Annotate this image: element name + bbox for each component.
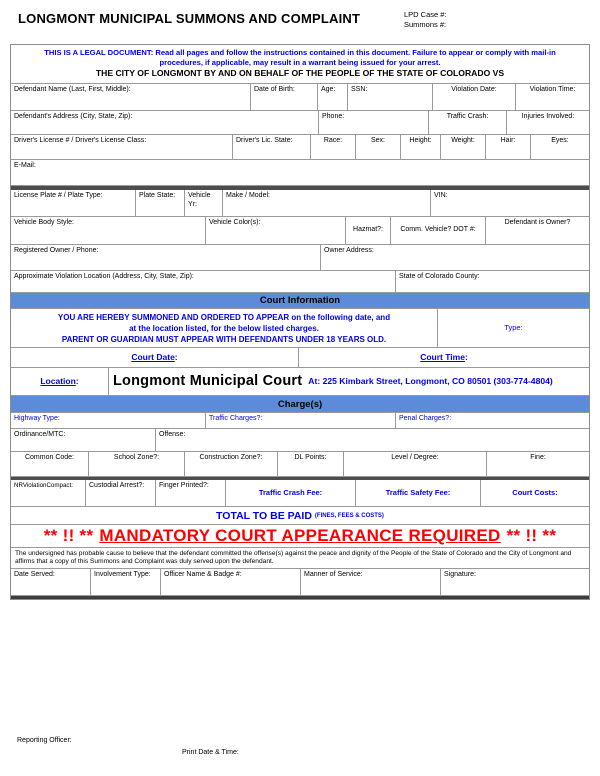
reporting-officer-label: Reporting Officer: bbox=[17, 737, 72, 744]
location-colon: : bbox=[75, 376, 79, 387]
case-number-block bbox=[404, 10, 447, 30]
fees-row bbox=[11, 480, 589, 507]
location-label: Location bbox=[40, 376, 76, 387]
mandatory-appearance-row bbox=[11, 525, 589, 548]
vehicle-row-2 bbox=[11, 217, 589, 245]
field-date-of-birth: Date of Birth: bbox=[251, 84, 318, 110]
court-time-colon: : bbox=[464, 352, 468, 363]
vehicle-row-3 bbox=[11, 245, 589, 271]
field-defendant-address: Defendant's Address (City, State, Zip): bbox=[11, 111, 319, 134]
field-body-style: Vehicle Body Style: bbox=[11, 217, 206, 244]
field-custodial-arrest: Custodial Arrest?: bbox=[86, 480, 156, 506]
field-eyes: Eyes: bbox=[551, 137, 569, 144]
summons-number-label: Summons #: bbox=[404, 20, 447, 29]
mandatory-suffix: ** !! ** bbox=[506, 526, 557, 545]
mandatory-prefix: ** !! ** bbox=[43, 526, 94, 545]
field-sex: Sex: bbox=[356, 135, 401, 159]
code-details-row bbox=[11, 452, 589, 477]
summons-line-1: YOU ARE HEREBY SUMMONED AND ORDERED TO APPEAR on the following date, and bbox=[57, 312, 391, 322]
mandatory-text: MANDATORY COURT APPEARANCE REQUIRED bbox=[99, 526, 501, 545]
field-vehicle-year: Vehicle Yr: bbox=[185, 190, 223, 216]
legal-notice-cell bbox=[11, 45, 589, 83]
field-county: State of Colorado County: bbox=[399, 273, 480, 280]
field-injuries-involved: Injuries Involved: bbox=[521, 113, 575, 120]
field-age: Age: bbox=[318, 84, 348, 110]
location-label-cell bbox=[11, 368, 109, 395]
field-common-code: Common Code: bbox=[11, 452, 89, 476]
field-highway-type: Highway Type: bbox=[11, 413, 206, 428]
field-officer-name-badge: Officer Name & Badge #: bbox=[161, 569, 301, 595]
legal-notice-text: THIS IS A LEGAL DOCUMENT: Read all pages and follow the instructions contained in this document. Failure to appear or comply with mail-in procedures, if applicable, may result in a warrant being issued for your arrest. bbox=[44, 48, 556, 67]
field-traffic-charges: Traffic Charges?: bbox=[206, 413, 396, 428]
field-offense: Offense: bbox=[159, 431, 186, 438]
summons-order-text bbox=[11, 309, 438, 347]
summons-form-table bbox=[10, 44, 590, 600]
field-fine: Fine: bbox=[530, 454, 546, 461]
field-vin: VIN: bbox=[434, 192, 448, 199]
field-license-plate: License Plate # / Plate Type: bbox=[11, 190, 136, 216]
field-hair: Hair: bbox=[486, 135, 531, 159]
city-of-longmont-line: THE CITY OF LONGMONT BY AND ON BEHALF OF THE PEOPLE OF THE STATE OF COLORADO VS bbox=[95, 68, 505, 78]
field-construction-zone: Construction Zone?: bbox=[185, 452, 278, 476]
field-court-date bbox=[11, 348, 299, 367]
charges-header bbox=[11, 396, 589, 413]
field-ordinance: Ordinance/MTC: bbox=[11, 429, 156, 451]
field-traffic-crash: Traffic Crash: bbox=[429, 111, 507, 134]
vehicle-row-1 bbox=[11, 190, 589, 217]
field-signature: Signature: bbox=[444, 571, 476, 578]
field-court-costs: Court Costs: bbox=[512, 487, 558, 497]
certification-row bbox=[11, 548, 589, 569]
field-comm-vehicle: Comm. Vehicle? DOT #: bbox=[391, 217, 486, 244]
field-level-degree: Level / Degree: bbox=[344, 452, 487, 476]
field-dl-state: Driver's Lic. State: bbox=[233, 135, 311, 159]
field-finger-printed: Finger Printed?: bbox=[156, 480, 226, 506]
court-date-time-row bbox=[11, 348, 589, 368]
field-date-served: Date Served: bbox=[11, 569, 91, 595]
field-owner-address: Owner Address: bbox=[324, 247, 374, 254]
defendant-row-3 bbox=[11, 135, 589, 160]
service-row bbox=[11, 569, 589, 596]
field-violation-date: Violation Date: bbox=[433, 84, 516, 110]
charge-type-row bbox=[11, 413, 589, 429]
field-email: E-Mail: bbox=[14, 162, 36, 169]
court-date-label: Court Date bbox=[131, 352, 175, 363]
total-sublabel: (FINES, FEES & COSTS) bbox=[314, 512, 384, 519]
field-dl-points: DL Points: bbox=[278, 452, 344, 476]
violation-location-row bbox=[11, 271, 589, 293]
court-information-title: Court Information bbox=[259, 295, 341, 306]
field-nr-violation-compact: NRViolationCompact: bbox=[11, 480, 86, 506]
total-to-be-paid-row bbox=[11, 507, 589, 525]
field-type: Type: bbox=[504, 322, 523, 332]
page-title: LONGMONT MUNICIPAL SUMMONS AND COMPLAINT bbox=[18, 11, 361, 26]
field-registered-owner: Registered Owner / Phone: bbox=[11, 245, 321, 270]
court-information-header bbox=[11, 293, 589, 309]
form-bottom-border bbox=[11, 596, 589, 599]
field-violation-time: Violation Time: bbox=[529, 86, 576, 93]
summons-line-3: PARENT OR GUARDIAN MUST APPEAR WITH DEFENDANTS UNDER 18 YEARS OLD. bbox=[61, 334, 387, 344]
defendant-row-2 bbox=[11, 111, 589, 135]
field-defendant-name: Defendant Name (Last, First, Middle): bbox=[11, 84, 251, 110]
field-phone: Phone: bbox=[319, 111, 429, 134]
location-content-cell bbox=[109, 368, 589, 395]
court-time-label: Court Time bbox=[420, 352, 465, 363]
email-row bbox=[11, 160, 589, 186]
court-address: At: 225 Kimbark Street, Longmont, CO 80501 (303-774-4804) bbox=[308, 376, 553, 387]
field-make-model: Make / Model: bbox=[223, 190, 431, 216]
defendant-row-1 bbox=[11, 84, 589, 111]
field-traffic-crash-fee: Traffic Crash Fee: bbox=[226, 480, 356, 506]
field-violation-location: Approximate Violation Location (Address, City, State, Zip): bbox=[11, 271, 396, 292]
field-court-time bbox=[299, 348, 589, 367]
field-involvement-type: Involvement Type: bbox=[91, 569, 161, 595]
field-ssn: SSN: bbox=[348, 84, 433, 110]
field-manner-of-service: Manner of Service: bbox=[301, 569, 441, 595]
field-school-zone: School Zone?: bbox=[89, 452, 185, 476]
summons-order-row bbox=[11, 309, 589, 348]
field-traffic-safety-fee: Traffic Safety Fee: bbox=[356, 480, 481, 506]
total-label: TOTAL TO BE PAID bbox=[216, 509, 312, 522]
lpd-case-label: LPD Case #: bbox=[404, 10, 447, 19]
field-weight: Weight: bbox=[441, 135, 486, 159]
field-vehicle-colors: Vehicle Color(s): bbox=[206, 217, 346, 244]
field-hazmat: Hazmat?: bbox=[346, 217, 391, 244]
field-drivers-license: Driver's License # / Driver's License Class: bbox=[11, 135, 233, 159]
charges-title: Charge(s) bbox=[277, 398, 323, 410]
court-name: Longmont Municipal Court bbox=[113, 373, 303, 390]
field-race: Race: bbox=[311, 135, 356, 159]
field-plate-state: Plate State: bbox=[136, 190, 185, 216]
certification-text: The undersigned has probable cause to believe that the defendant committed the offense(s) against the peace and dignity of the People of the State of Colorado and the City of Longmont and affirms that a copy of this Summons and Complaint was duly served upon the defendant. bbox=[15, 550, 572, 565]
location-row bbox=[11, 368, 589, 396]
print-datetime-label: Print Date & Time: bbox=[182, 749, 239, 756]
field-defendant-is-owner: Defendant is Owner? bbox=[504, 219, 571, 226]
field-penal-charges: Penal Charges?: bbox=[399, 415, 452, 422]
summons-line-2: at the location listed, for the below listed charges. bbox=[129, 323, 319, 333]
field-height: Height: bbox=[401, 135, 441, 159]
court-date-colon: : bbox=[174, 352, 178, 363]
ordinance-row bbox=[11, 429, 589, 452]
legal-notice-row bbox=[11, 45, 589, 84]
